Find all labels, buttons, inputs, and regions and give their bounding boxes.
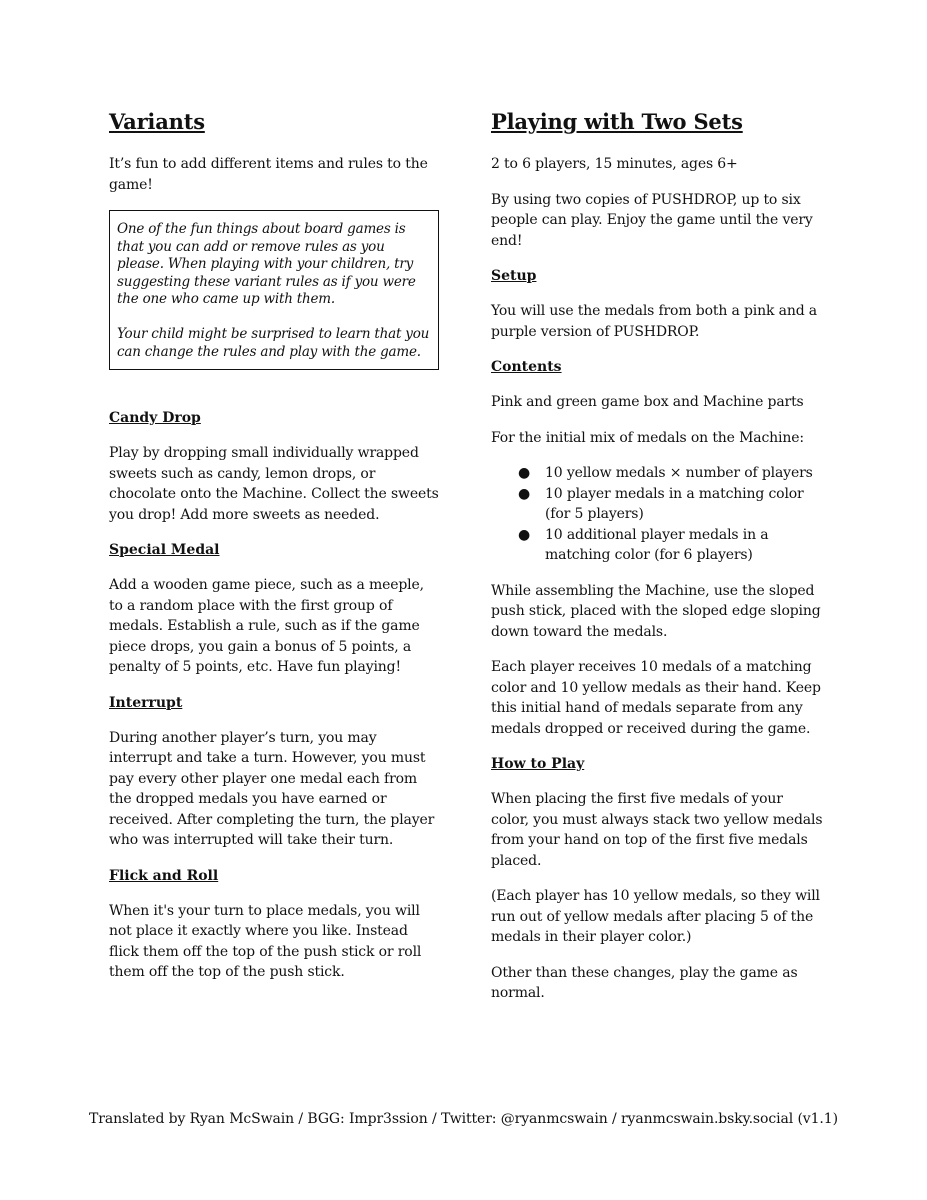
candy-drop-heading: Candy Drop: [109, 410, 201, 427]
callout-paragraph-2: Your child might be surprised to learn that you can change the rules and play with the game.: [117, 325, 430, 360]
how-to-play-body-3: Other than these changes, play the game as normal.: [491, 964, 798, 1001]
right-column: [491, 108, 823, 1019]
list-item-text: 10 yellow medals × number of players: [545, 465, 813, 481]
how-to-play-body-2: (Each player has 10 yellow medals, so they will run out of yellow medals after placing 5 of the medals in their player color.): [491, 888, 820, 945]
list-item: [491, 484, 823, 525]
flick-and-roll-heading: Flick and Roll: [109, 867, 219, 884]
list-item: [491, 463, 823, 484]
variants-intro: It’s fun to add different items and rules to the game!: [109, 156, 428, 193]
list-item: [491, 525, 823, 566]
interrupt-body: During another player’s turn, you may interrupt and take a turn. However, you must pay every other player one medal each from the dropped medals you have earned or received. After completing the turn, the player who was interrupted will take their turn.: [109, 729, 435, 849]
setup-body: You will use the medals from both a pink and a purple version of PUSHDROP.: [491, 303, 818, 340]
contents-mix-text: For the initial mix of medals on the Machine:: [491, 429, 804, 446]
two-sets-title: Playing with Two Sets: [491, 109, 743, 134]
bullet-icon: ●: [518, 526, 531, 543]
special-medal-body: Add a wooden game piece, such as a meeple, to a random place with the first group of medals. Establish a rule, such as if the game piece drops, you gain a bonus of 5 points, a penalty of 5 points, etc. Have fun playing!: [109, 577, 424, 676]
player-hand-text: Each player receives 10 medals of a matching color and 10 yellow medals as their hand. Keep this initial hand of medals separate from any medals dropped or received during the game.: [491, 659, 821, 737]
bullet-icon: ●: [518, 465, 531, 481]
candy-drop-body: Play by dropping small individually wrapped sweets such as candy, lemon drops, or chocolate onto the Machine. Collect the sweets you drop! Add more sweets as needed.: [109, 445, 439, 523]
how-to-play-body-1: When placing the first five medals of your color, you must always stack two yellow medals from your hand on top of the first five medals placed.: [491, 791, 823, 869]
push-stick-text: While assembling the Machine, use the sloped push stick, placed with the sloped edge sloping down toward the medals.: [491, 582, 821, 640]
interrupt-heading: Interrupt: [109, 694, 183, 711]
callout-paragraph-1: One of the fun things about board games is that you can add or remove rules as you please. When playing with your children, try suggesting these variant rules as if you were the one who came up with them.: [117, 221, 416, 308]
contents-heading: Contents: [491, 359, 562, 375]
two-sets-intro: By using two copies of PUSHDROP, up to six people can play. Enjoy the game until the very end!: [491, 191, 813, 249]
two-sets-meta: 2 to 6 players, 15 minutes, ages 6+: [491, 156, 738, 172]
parent-tip-callout: [109, 210, 439, 370]
list-item-text: 10 player medals in a matching color (for 5 players): [545, 485, 804, 522]
contents-box-text: Pink and green game box and Machine parts: [491, 394, 804, 410]
left-column: [109, 108, 439, 998]
bullet-icon: ●: [518, 485, 531, 502]
special-medal-heading: Special Medal: [109, 542, 220, 559]
flick-and-roll-body: When it's your turn to place medals, you will not place it exactly where you like. Instead flick them off the top of the push stick or roll them off the top of the push stick.: [109, 902, 422, 981]
variants-title: Variants: [109, 109, 205, 134]
setup-heading: Setup: [491, 268, 537, 284]
medal-mix-list: [491, 463, 823, 566]
translator-credit-footer: Translated by Ryan McSwain / BGG: Impr3ssion / Twitter: @ryanmcswain / ryanmcswain.bsky.social (v1.1): [89, 1111, 838, 1127]
list-item-text: 10 additional player medals in a matching color (for 6 players): [545, 526, 769, 563]
how-to-play-heading: How to Play: [491, 756, 585, 772]
